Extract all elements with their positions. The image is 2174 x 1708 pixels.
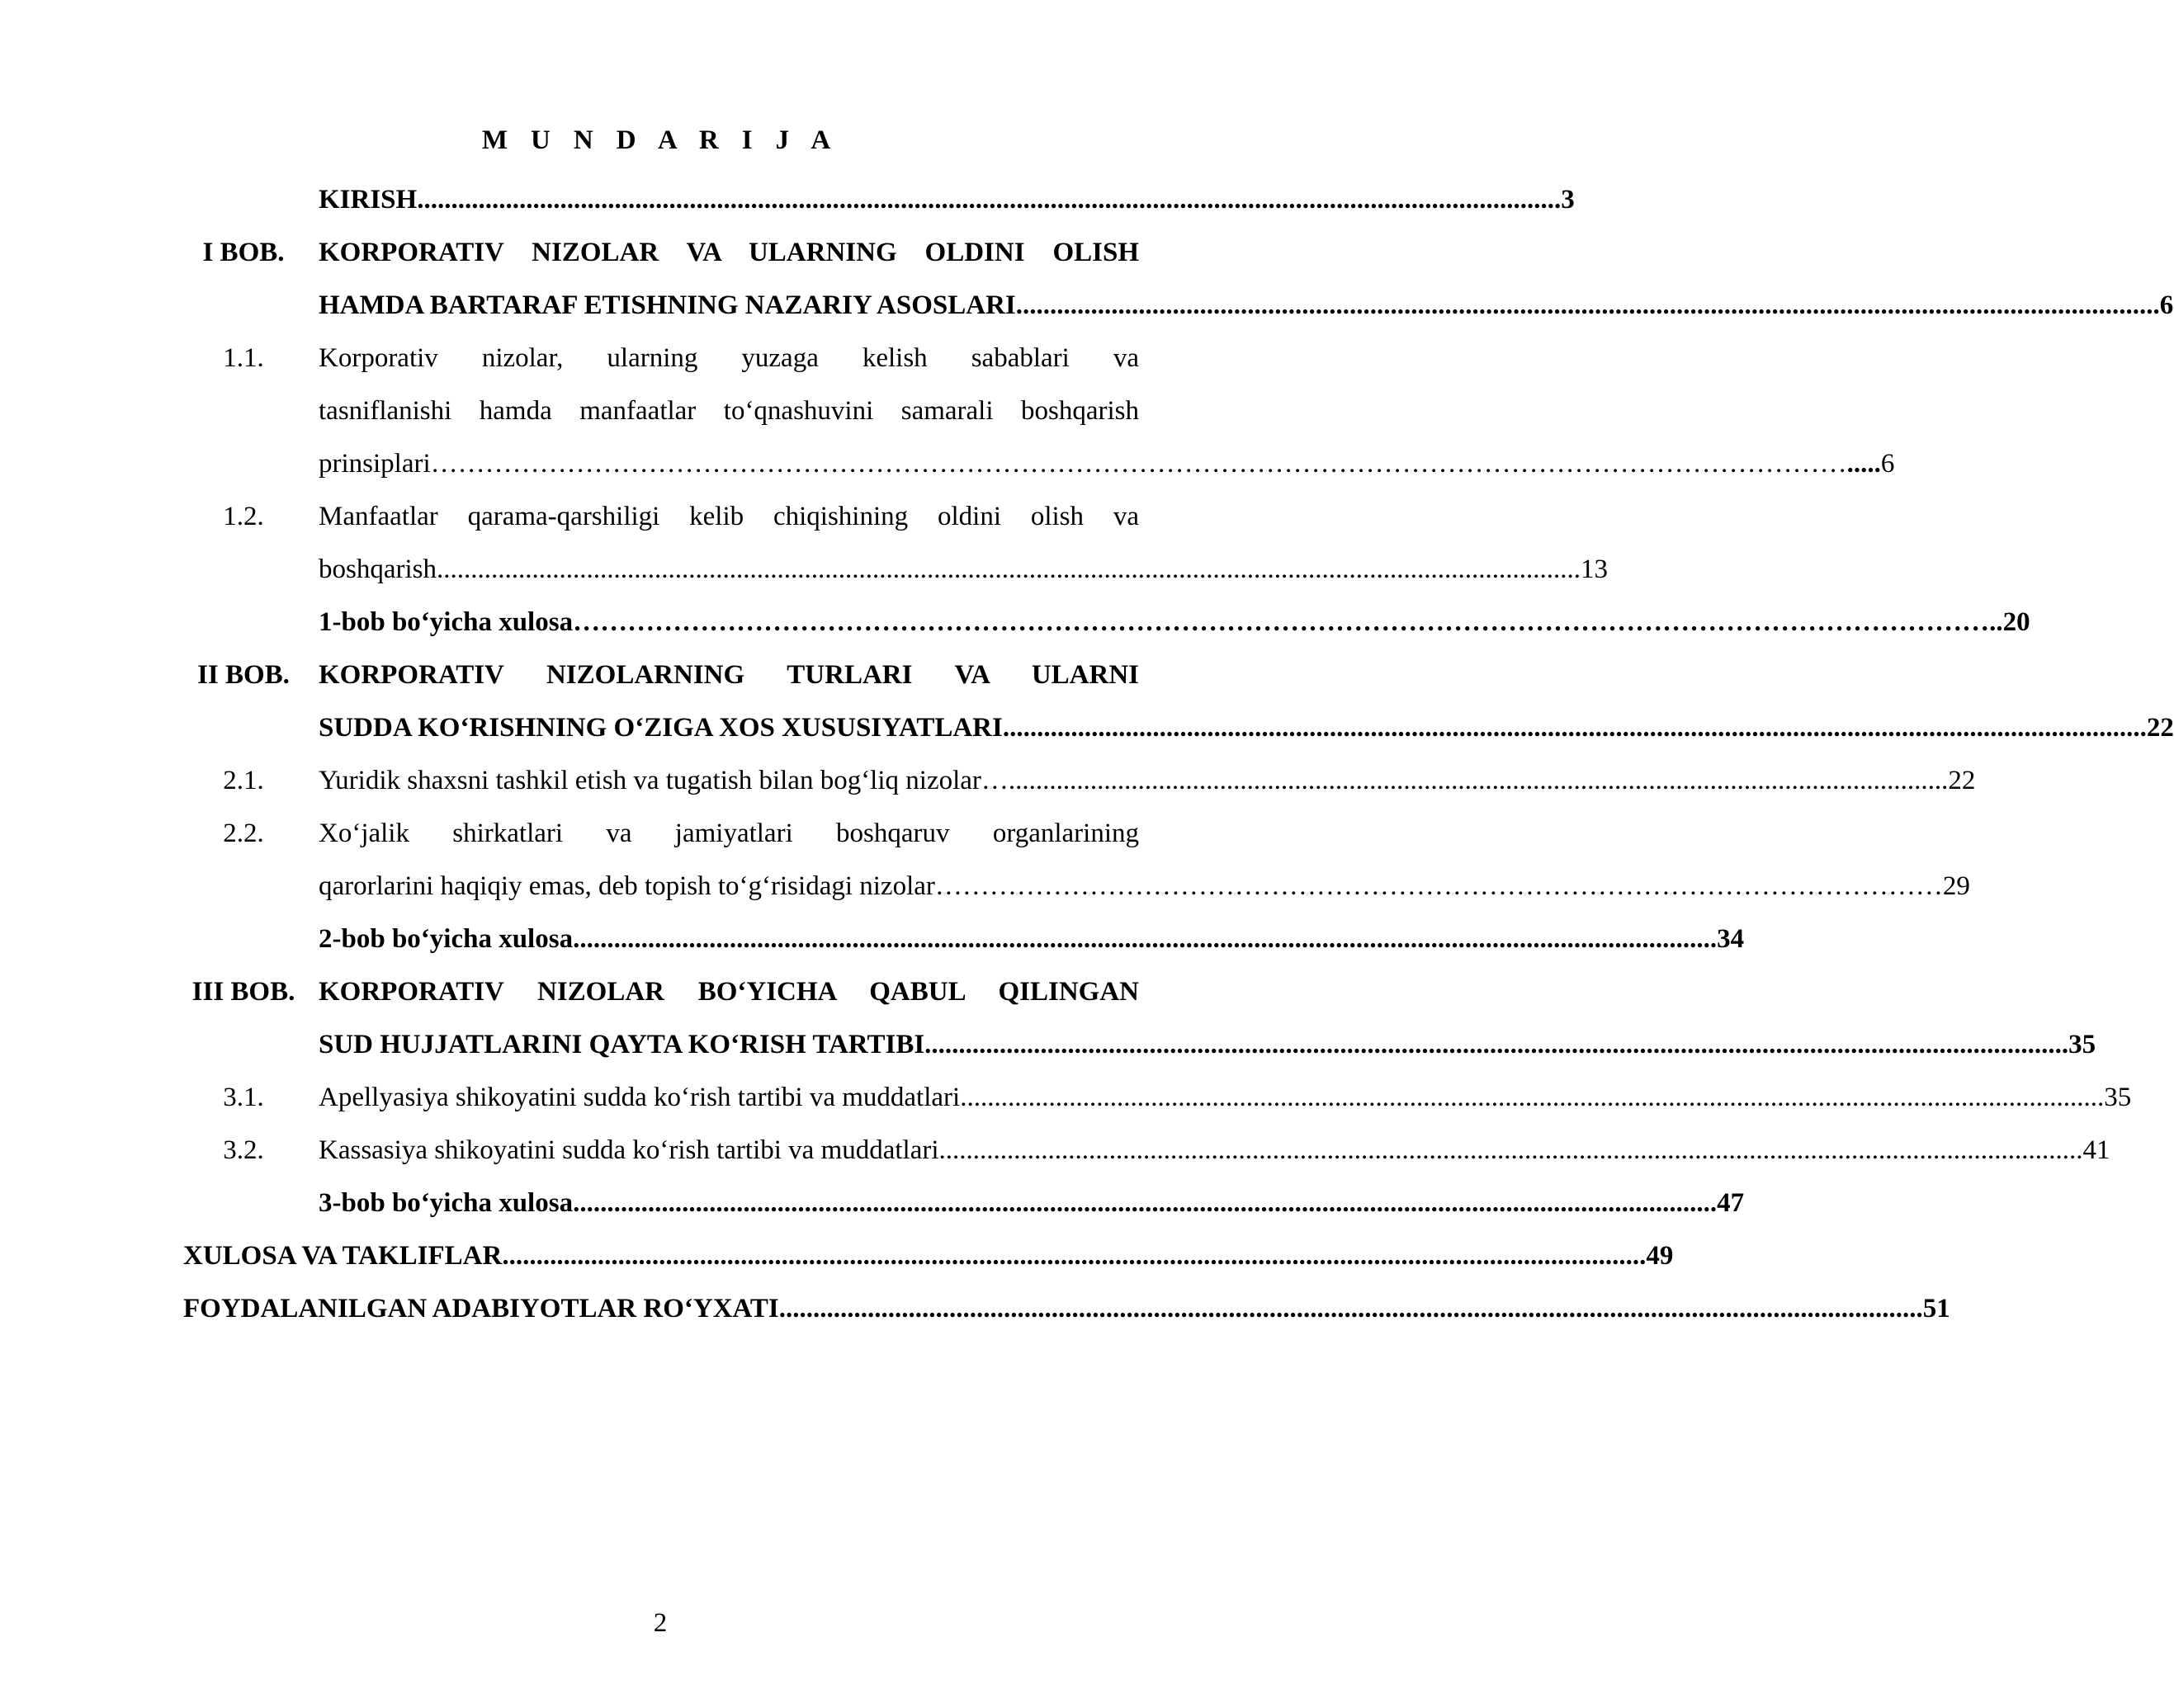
toc-entry-title: boshqarish (319, 554, 437, 584)
toc-entry-title: KORPORATIV NIZOLARNING TURLARI VA ULARNI (319, 660, 1139, 690)
toc-entry-title: Kassasiya shikoyatini sudda ko‘rish tartibi va muddatlari (319, 1135, 939, 1165)
page-title: M U N D A R I J A (481, 125, 839, 155)
dot-leader: ........................................................................................................................................................................ (778, 1294, 1923, 1323)
toc-entry-title: XULOSA VA TAKLIFLAR (183, 1241, 503, 1271)
toc-section-1-2[interactable] (0, 490, 1321, 543)
toc-chapter-3-cont[interactable] (0, 1018, 2096, 1071)
toc-entry-title: 1-bob bo‘yicha xulosa (319, 607, 574, 637)
toc-chapter-1-cont[interactable] (0, 279, 2174, 332)
toc-chapter-2-summary[interactable] (0, 913, 1745, 965)
toc-chapter-2-cont[interactable] (0, 701, 2174, 754)
toc-entry-title: tasniflanishi hamda manfaatlar to‘qnashuvini samarali boshqarish (319, 396, 1139, 426)
dot-leader: ........................................................................................................................................................................ (573, 1188, 1718, 1218)
dot-leader: ........................................................................................................................................................................ (924, 1030, 2069, 1059)
toc-entry-title: FOYDALANILGAN ADABIYOTLAR RO‘YXATI (183, 1294, 779, 1323)
dot-leader: ........................................................................................................................................................................ (573, 924, 1718, 954)
section-number: 2.1. (223, 766, 264, 795)
toc-page-number: 41 (2082, 1135, 2110, 1165)
toc-section-1-1-cont2[interactable] (0, 437, 1895, 490)
toc-section-2-2-cont[interactable] (0, 860, 1970, 913)
toc-section-3-1[interactable] (0, 1071, 2132, 1124)
toc-page-number: 35 (2068, 1030, 2096, 1059)
toc-entry-title: Korporativ nizolar, ularning yuzaga kelish sabablari va (319, 343, 1139, 373)
toc-section-1-1[interactable] (0, 332, 1321, 385)
section-number: 1.1. (223, 343, 264, 373)
toc-section-1-1-cont[interactable] (0, 385, 1321, 437)
dot-leader: ........................................................................................................................................................................ (1002, 713, 2147, 743)
dot-leader: ........................................................................................................................................................................ (437, 554, 1581, 584)
toc-section-1-2-cont[interactable] (0, 543, 1608, 596)
toc-page-number: ..20 (1989, 607, 2030, 637)
toc-entry-title: 3-bob bo‘yicha xulosa (319, 1188, 574, 1218)
toc-chapter-3-summary[interactable] (0, 1177, 1745, 1229)
dot-leader: ………………………………………………………………………………………………… (934, 871, 1943, 901)
toc-page-number: 34 (1717, 924, 1745, 954)
toc-page-number: 22 (2146, 713, 2174, 743)
toc-page-number: 13 (1581, 554, 1608, 584)
toc-entry-title: HAMDA BARTARAF ETISHNING NAZARIY ASOSLARI (319, 290, 1016, 320)
toc-conclusions[interactable] (0, 1229, 1674, 1282)
dot-leader: ….......................................................................................................................................... (981, 766, 1949, 795)
toc-page-number: 35 (2104, 1083, 2132, 1112)
toc-section-2-2[interactable] (0, 807, 1321, 860)
toc-entry-title: Xo‘jalik shirkatlari va jamiyatlari boshqaruv organlarining (319, 819, 1139, 848)
toc-entry-title: KORPORATIV NIZOLAR VA ULARNING OLDINI OLISH (319, 238, 1139, 267)
page-number: 2 (653, 1608, 668, 1638)
chapter-label: III BOB. (191, 977, 295, 1007)
toc-entry-title: prinsiplari (319, 449, 431, 479)
toc-entry-title: KORPORATIV NIZOLAR BO‘YICHA QABUL QILINGAN (319, 977, 1139, 1007)
dot-leader: ........................................................................................................................................................................ (417, 185, 1562, 215)
dot-leader: ........................................................................................................................................................................ (502, 1241, 1647, 1271)
toc-section-3-2[interactable] (0, 1124, 2110, 1177)
section-number: 3.2. (223, 1135, 264, 1165)
toc-chapter-1-summary[interactable] (0, 596, 2030, 649)
dot-leader: ........................................................................................................................................................................ (938, 1135, 2083, 1165)
dot-leader: ........................................................................................................................................................................ (960, 1083, 2105, 1112)
chapter-label: I BOB. (202, 238, 285, 267)
toc-chapter-3[interactable] (0, 965, 1321, 1018)
dot-leader: ........................................................................................................................................................................ (1015, 290, 2160, 320)
toc-entry-title: SUD HUJJATLARINI QAYTA KO‘RISH TARTIBI (319, 1030, 925, 1059)
section-number: 3.1. (223, 1083, 264, 1112)
toc-chapter-2[interactable] (0, 649, 1321, 701)
toc-page-number: 49 (1646, 1241, 1674, 1271)
toc-section-2-1[interactable] (0, 754, 1976, 807)
toc-entry-title: qarorlarini haqiqiy emas, deb topish to‘g‘risidagi nizolar (319, 871, 935, 901)
toc-page-number: 29 (1942, 871, 1970, 901)
toc-entry-title: SUDDA KO‘RISHNING O‘ZIGA XOS XUSUSIYATLARI (319, 713, 1003, 743)
chapter-label: II BOB. (197, 660, 290, 690)
toc-entry-title: 2-bob bo‘yicha xulosa (319, 924, 574, 954)
section-number: 1.2. (223, 502, 264, 531)
toc-entry-title: Manfaatlar qarama-qarshiligi kelib chiqishining oldini olish va (319, 502, 1139, 531)
toc-page-number: 6 (2159, 290, 2174, 320)
toc-page-number: 22 (1948, 766, 1976, 795)
toc-page-number: 51 (1922, 1294, 1950, 1323)
toc-references[interactable] (0, 1282, 1950, 1335)
toc-chapter-1[interactable] (0, 226, 1321, 279)
toc-entry-title: Yuridik shaxsni tashkil etish va tugatish bilan bog‘liq nizolar (319, 766, 981, 795)
toc-entry-title: Apellyasiya shikoyatini sudda ko‘rish tartibi va muddatlari (319, 1083, 961, 1112)
dot-leader: ………………………………………………………………………………………………………………………………………… (573, 607, 1990, 637)
toc-entry-kirish[interactable] (0, 173, 1575, 226)
toc-entry-title: KIRISH (319, 185, 418, 215)
section-number: 2.2. (223, 819, 264, 848)
dot-leader: ………………………………………………………………………………………………………………………………………… (430, 449, 1847, 479)
toc-page-number: 3 (1561, 185, 1575, 215)
toc-page-number: .....6 (1846, 449, 1895, 479)
toc-page-number: 47 (1717, 1188, 1745, 1218)
